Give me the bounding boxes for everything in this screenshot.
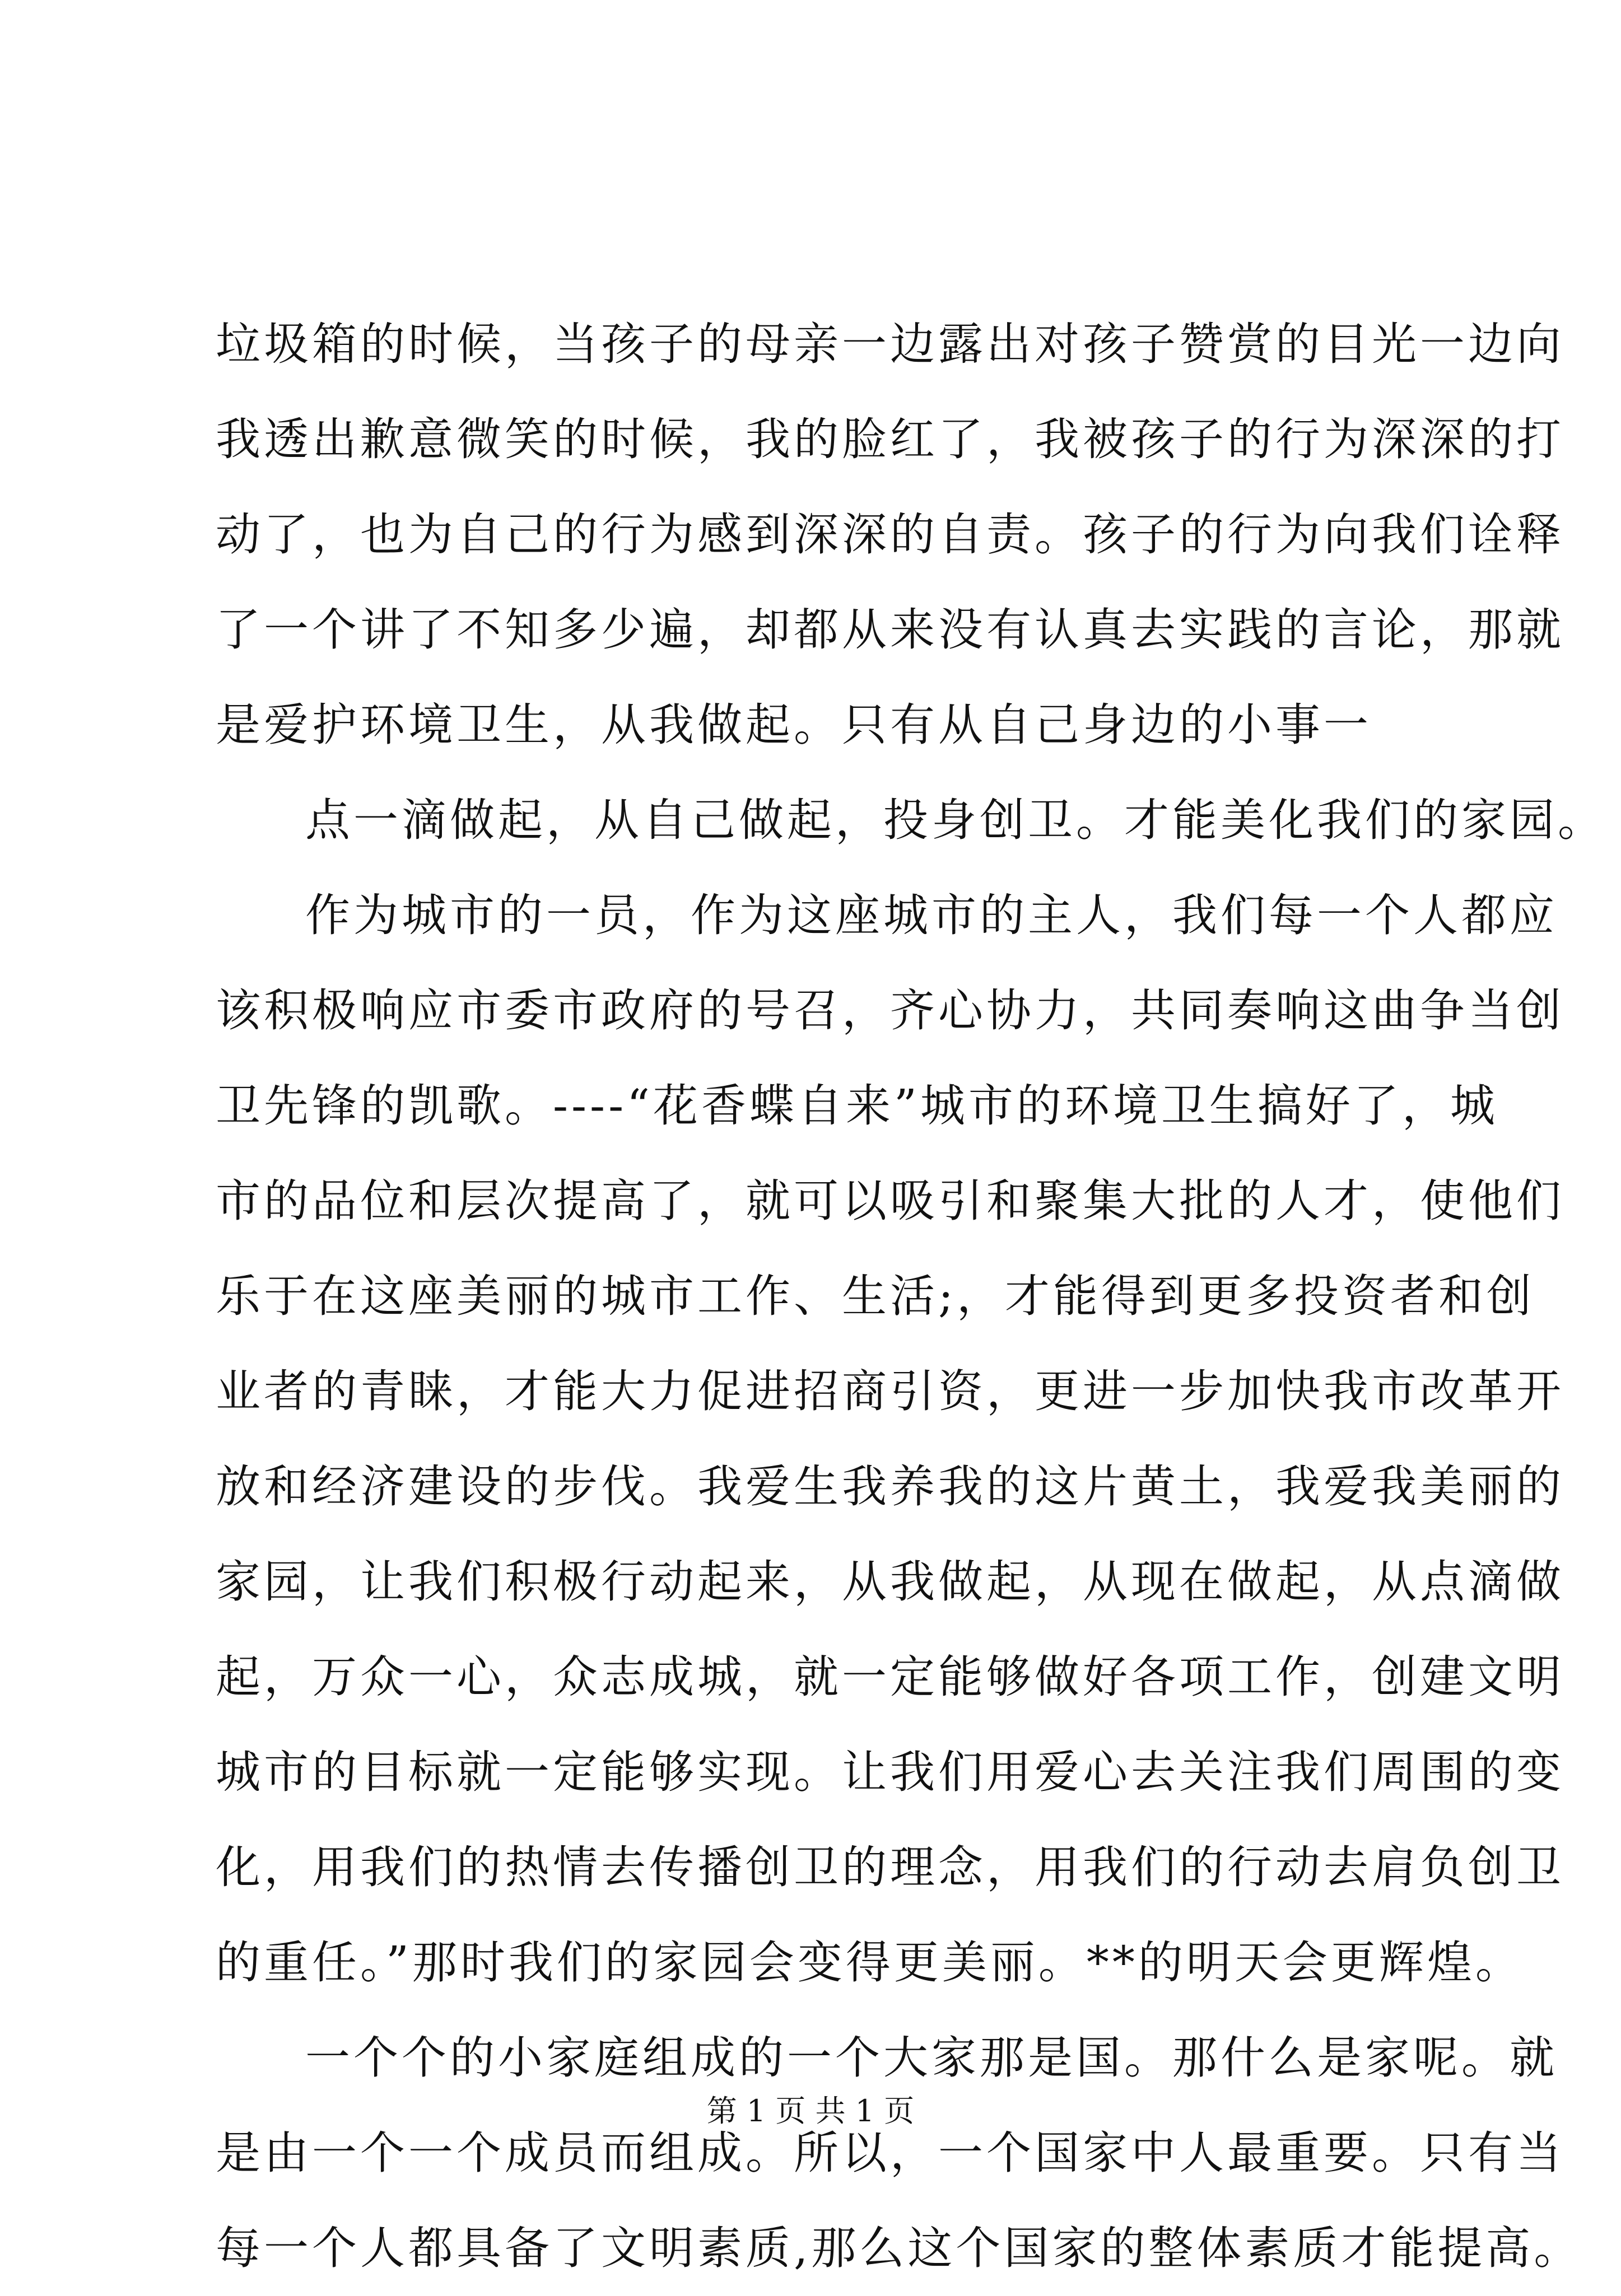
text-line: 化，用我们的热情去传播创卫的理念，用我们的行动去肩负创卫 xyxy=(216,1841,1564,1893)
text-line: 是爱护环境卫生，从我做起。只有从自己身边的小事一 xyxy=(216,699,1372,751)
text-line: 了一个讲了不知多少遍，却都从来没有认真去实践的言论，那就 xyxy=(216,604,1564,656)
text-line: 动了，也为自己的行为感到深深的自责。孩子的行为向我们诠释 xyxy=(216,508,1564,561)
text-line-indented: 作为城市的一员，作为这座城市的主人，我们每一个人都应 xyxy=(305,889,1558,941)
text-line: 我透出歉意微笑的时候，我的脸红了，我被孩子的行为深深的打 xyxy=(216,413,1564,465)
text-line: 垃圾箱的时候，当孩子的母亲一边露出对孩子赞赏的目光一边向 xyxy=(216,318,1564,370)
text-line: 是由一个一个成员而组成。所以，一个国家中人最重要。只有当 xyxy=(216,2127,1564,2179)
text-line: 市的品位和层次提高了，就可以吸引和聚集大批的人才，使他们 xyxy=(216,1175,1564,1227)
text-line: 起，万众一心，众志成城，就一定能够做好各项工作，创建文明 xyxy=(216,1651,1564,1703)
text-line: 每一个人都具备了文明素质,那么这个国家的整体素质才能提高。 xyxy=(216,2222,1582,2274)
text-line: 乐于在这座美丽的城市工作、生活;，才能得到更多投资者和创 xyxy=(216,1270,1535,1322)
text-line: 城市的目标就一定能够实现。让我们用爱心去关注我们周围的变 xyxy=(216,1746,1564,1798)
page-number-label: 第 1 页 共 1 页 xyxy=(706,2093,915,2129)
page-footer xyxy=(0,2092,1621,2131)
body-text xyxy=(216,297,1606,2296)
text-line: 该积极响应市委市政府的号召，齐心协力，共同奏响这曲争当创 xyxy=(216,984,1564,1037)
text-line: 的重任。”那时我们的家园会变得更美丽。**的明天会更辉煌。 xyxy=(216,1936,1524,1989)
text-line-indented: 点一滴做起，从自己做起，投身创卫。才能美化我们的家园。 xyxy=(305,794,1606,846)
text-line: 业者的青睐，才能大力促进招商引资，更进一步加快我市改革开 xyxy=(216,1365,1564,1417)
text-line: 放和经济建设的步伐。我爱生我养我的这片黄土，我爱我美丽的 xyxy=(216,1460,1564,1513)
text-line-indented: 一个个的小家庭组成的一个大家那是国。那什么是家呢。就 xyxy=(305,2032,1558,2084)
text-line: 家园，让我们积极行动起来，从我做起，从现在做起，从点滴做 xyxy=(216,1556,1564,1608)
text-line: 卫先锋的凯歌。----“花香蝶自来”城市的环境卫生搞好了，城 xyxy=(216,1080,1498,1132)
